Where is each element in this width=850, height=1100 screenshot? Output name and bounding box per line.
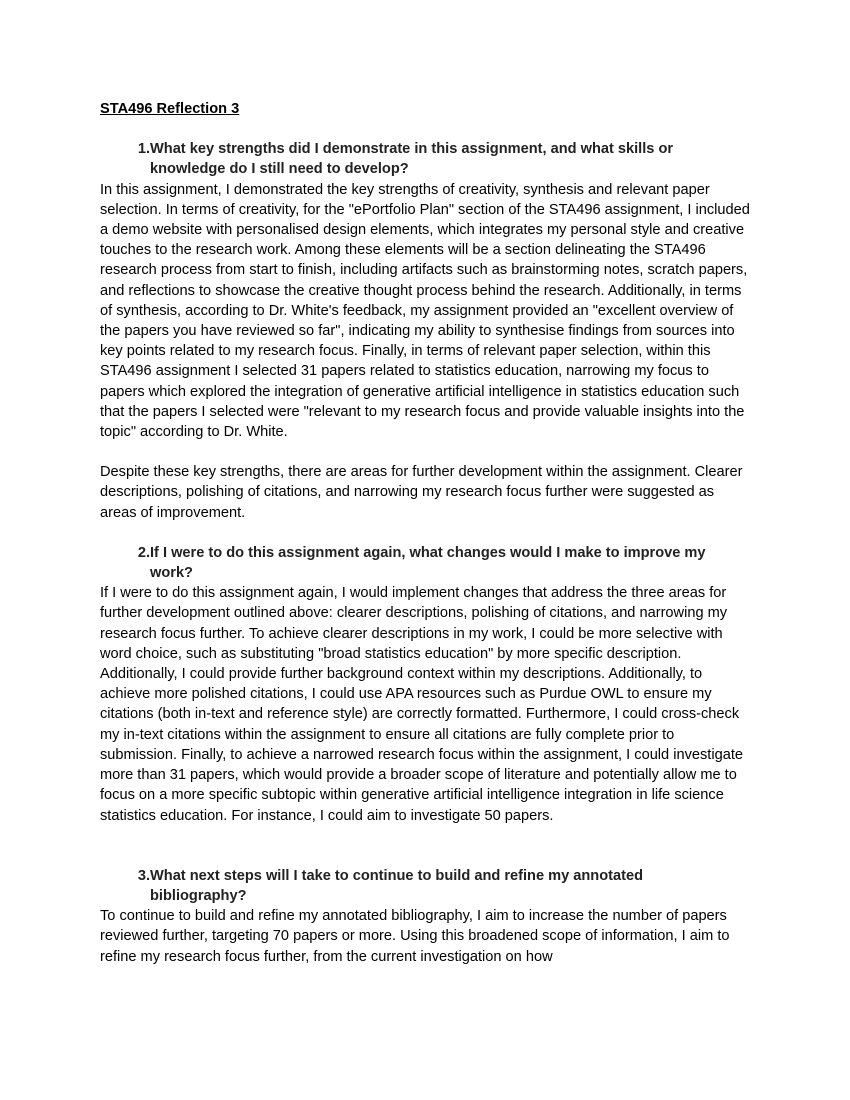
document-title: STA496 Reflection 3	[100, 101, 240, 117]
answer-2-paragraph-1: If I were to do this assignment again, I would implement changes that address the three areas for further development outlined above: clearer descriptions, polishing of citations, and narrowing my research focus further. To achieve clearer descriptions in my work, I could be more selective with word choice, such as substituting "broad statistics education" by more specific description. Additionally, I could provide further background context within my descriptions. Additionally, to achieve more polished citations, I could use APA resources such as Purdue OWL to ensure my citations (both in-text and reference style) are correctly formatted. Furthermore, I could cross-check my in-text citations within the assignment to ensure all citations are fully complete prior to submission. Finally, to achieve a narrowed research focus within the assignment, I could investigate more than 31 papers, which would provide a broader scope of literature and potentially allow me to focus on a more specific subtopic within generative artificial intelligence integration in life science statistics education. For instance, I could aim to investigate 50 papers.	[100, 585, 743, 824]
document-page	[100, 99, 750, 967]
question-1	[100, 139, 750, 179]
question-2-text: If I were to do this assignment again, what changes would I make to improve my work?	[150, 544, 706, 582]
question-2-number: 2.	[137, 544, 150, 561]
answer-3-paragraph-1: To continue to build and refine my annotated bibliography, I aim to increase the number of papers reviewed further, targeting 70 papers or more. Using this broadened scope of information, I aim to refine my research focus further, from the current investigation on how	[100, 908, 730, 965]
question-1-number: 1.	[137, 141, 150, 158]
question-3-text: What next steps will I take to continue to build and refine my annotated bibliography?	[150, 867, 643, 904]
question-3	[100, 866, 750, 906]
answer-1-paragraph-2: Despite these key strengths, there are areas for further development within the assignment. Clearer descriptions, polishing of citations, and narrowing my research focus further were suggested as areas of improvement.	[100, 464, 743, 521]
question-3-number: 3.	[137, 867, 150, 884]
question-2	[100, 543, 750, 583]
question-1-text: What key strengths did I demonstrate in this assignment, and what skills or knowledge do I still need to develop?	[150, 141, 674, 178]
answer-1-paragraph-1: In this assignment, I demonstrated the key strengths of creativity, synthesis and relevant paper selection. In terms of creativity, for the "ePortfolio Plan" section of the STA496 assignment, I included a demo website with personalised design elements, which integrates my personal style and creative touches to the research work. Among these elements will be a section delineating the STA496 research process from start to finish, including artifacts such as brainstorming notes, scratch papers, and reflections to showcase the creative thought process behind the research. Additionally, in terms of synthesis, according to Dr. White's feedback, my assignment provided an "excellent overview of the papers you have reviewed so far", indicating my ability to synthesise findings from sources into key points related to my research focus. Finally, in terms of relevant paper selection, within this STA496 assignment I selected 31 papers related to statistics education, narrowing my focus to papers which explored the integration of generative artificial intelligence in statistics education such that the papers I selected were "relevant to my research focus and provide valuable insights into the topic" according to Dr. White.	[100, 181, 750, 441]
